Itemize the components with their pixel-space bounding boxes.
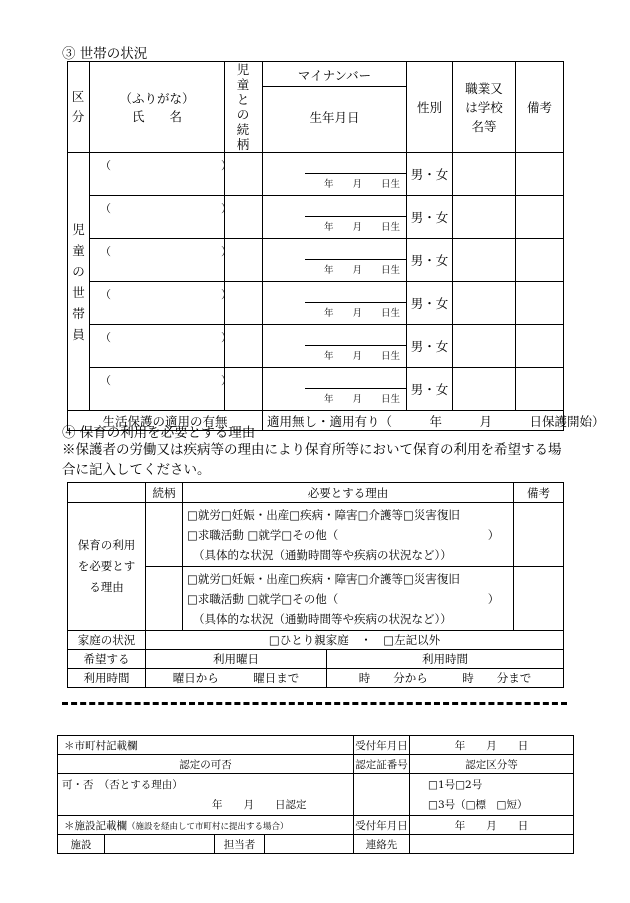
mynumber-birth-cell[interactable]: 年 月 日生: [263, 368, 407, 411]
header-mynumber: マイナンバー: [263, 66, 406, 87]
sex-cell[interactable]: 男・女: [407, 282, 453, 325]
member-row: [68, 282, 564, 325]
use-day-value[interactable]: 曜日から 曜日まで: [146, 669, 327, 688]
sex-cell[interactable]: 男・女: [407, 196, 453, 239]
reason-line2: □求職活動 □就学□その他（ ）: [187, 527, 500, 542]
header-job: 職業又は学校名等: [453, 62, 516, 153]
header-kubun: 区分: [68, 62, 90, 153]
reason-header-remarks: 備考: [514, 483, 564, 503]
cert-class-label: 認定区分等: [410, 755, 574, 774]
header-birthdate: 生年月日: [309, 110, 360, 125]
hope-label1: 希望する: [68, 650, 146, 669]
reason-header-reason: 必要とする理由: [183, 483, 514, 503]
remarks-cell[interactable]: [516, 368, 564, 411]
mynumber-birth-cell[interactable]: 年 月 日生: [263, 239, 407, 282]
job-cell[interactable]: [453, 368, 516, 411]
reason-header-blank: [68, 483, 146, 503]
reason-line1: □就労□妊娠・出産□疾病・障害□介護等□災害復旧: [187, 571, 460, 586]
member-row: [68, 368, 564, 411]
member-row: [68, 196, 564, 239]
reason-remarks-cell[interactable]: [514, 567, 564, 631]
remarks-cell[interactable]: [516, 282, 564, 325]
receipt-date-label: 受付年月日: [354, 736, 410, 755]
mynumber-birth-cell[interactable]: 年 月 日生: [263, 325, 407, 368]
reason-table: [67, 482, 564, 688]
reason-row-label: 保育の利用を必要とする理由: [68, 503, 146, 631]
reason-line3: （具体的な状況（通勤時間等や疾病の状況など））: [193, 547, 452, 562]
facility-field-label: 施設: [58, 835, 105, 854]
facility-note: （施設を経由して市町村に提出する場合）: [127, 821, 289, 832]
reason-line1: □就労□妊娠・出産□疾病・障害□介護等□災害復旧: [187, 507, 460, 522]
mynumber-birth-cell[interactable]: 年 月 日生: [263, 153, 407, 196]
use-time-value[interactable]: 時 分から 時 分まで: [327, 669, 564, 688]
reason-remarks-cell[interactable]: [514, 503, 564, 567]
name-cell[interactable]: （ ）: [90, 325, 225, 368]
remarks-cell[interactable]: [516, 196, 564, 239]
cert-no-cell[interactable]: [354, 774, 410, 816]
reason-line3: （具体的な状況（通勤時間等や疾病の状況など））: [193, 611, 452, 626]
approve-date: 年 月 日認定: [212, 798, 307, 811]
member-row: [68, 325, 564, 368]
sex-cell[interactable]: 男・女: [407, 153, 453, 196]
header-remarks: 備考: [516, 62, 564, 153]
job-cell[interactable]: [453, 153, 516, 196]
header-relation: 児童との続柄: [225, 62, 263, 153]
remarks-cell[interactable]: [516, 325, 564, 368]
group-label: 児童の世帯員: [68, 153, 90, 411]
sex-cell[interactable]: 男・女: [407, 368, 453, 411]
person-field[interactable]: [265, 835, 354, 854]
section4-title: ④ 保育の利用を必要とする理由: [62, 425, 256, 441]
cert-no-label: 認定証番号: [354, 755, 410, 774]
sex-cell[interactable]: 男・女: [407, 239, 453, 282]
reason-line2: □求職活動 □就学□その他（ ）: [187, 591, 500, 606]
reason-relation-cell[interactable]: [146, 503, 183, 567]
name-cell[interactable]: （ ）: [90, 368, 225, 411]
contact-label: 連絡先: [354, 835, 410, 854]
name-cell[interactable]: （ ）: [90, 239, 225, 282]
use-day-header: 利用曜日: [146, 650, 327, 669]
family-label: 家庭の状況: [68, 631, 146, 650]
reason-relation-cell[interactable]: [146, 567, 183, 631]
sex-cell[interactable]: 男・女: [407, 325, 453, 368]
job-cell[interactable]: [453, 239, 516, 282]
facility-label: ＊施設記載欄: [64, 819, 127, 832]
facility-field[interactable]: [105, 835, 215, 854]
mynumber-birth-cell[interactable]: 年 月 日生: [263, 282, 407, 325]
city-label: ＊市町村記載欄: [58, 736, 354, 755]
reason-header-relation: 続柄: [146, 483, 183, 503]
reason-options[interactable]: [183, 567, 514, 631]
name-cell[interactable]: （ ）: [90, 196, 225, 239]
class-line1: □1号□2号: [428, 778, 483, 791]
household-table: [67, 61, 605, 431]
reason-options[interactable]: [183, 503, 514, 567]
section3-title: ③ 世帯の状況: [62, 46, 148, 62]
name-cell[interactable]: （ ）: [90, 153, 225, 196]
remarks-cell[interactable]: [516, 153, 564, 196]
name-cell[interactable]: （ ）: [90, 282, 225, 325]
family-value[interactable]: □ひとり親家庭 ・ □左記以外: [146, 631, 564, 650]
welfare-value[interactable]: 適用無し・適用有り（ 年 月 日保護開始）: [263, 411, 564, 431]
class-line2: □3号（□標 □短）: [428, 798, 528, 811]
facility-receipt-label: 受付年月日: [354, 816, 410, 835]
facility-receipt-value[interactable]: 年 月 日: [410, 816, 574, 835]
approve-text: 可・否 （否とする理由）: [62, 778, 183, 791]
facility-label-cell: [58, 816, 354, 835]
section4-note: ※保護者の労働又は疾病等の理由により保育所等において保育の利用を希望する場合に記入してください。: [62, 442, 562, 478]
mynumber-birth-cell[interactable]: 年 月 日生: [263, 196, 407, 239]
approval-cell[interactable]: [58, 774, 354, 816]
header-name: （ふりがな） 氏 名: [90, 62, 225, 153]
office-table: [57, 735, 574, 854]
use-time-header: 利用時間: [327, 650, 564, 669]
job-cell[interactable]: [453, 282, 516, 325]
job-cell[interactable]: [453, 325, 516, 368]
remarks-cell[interactable]: [516, 239, 564, 282]
person-label: 担当者: [215, 835, 265, 854]
receipt-date-value[interactable]: 年 月 日: [410, 736, 574, 755]
contact-field[interactable]: [410, 835, 574, 854]
hope-label2: 利用時間: [68, 669, 146, 688]
approval-label: 認定の可否: [58, 755, 354, 774]
header-mynumber-birth: [263, 62, 407, 153]
job-cell[interactable]: [453, 196, 516, 239]
cert-class-cell[interactable]: [410, 774, 574, 816]
member-row: [68, 153, 564, 196]
welfare-label: 生活保護の適用の有無: [68, 411, 263, 431]
member-row: [68, 239, 564, 282]
cut-line: [62, 702, 567, 705]
header-sex: 性別: [407, 62, 453, 153]
